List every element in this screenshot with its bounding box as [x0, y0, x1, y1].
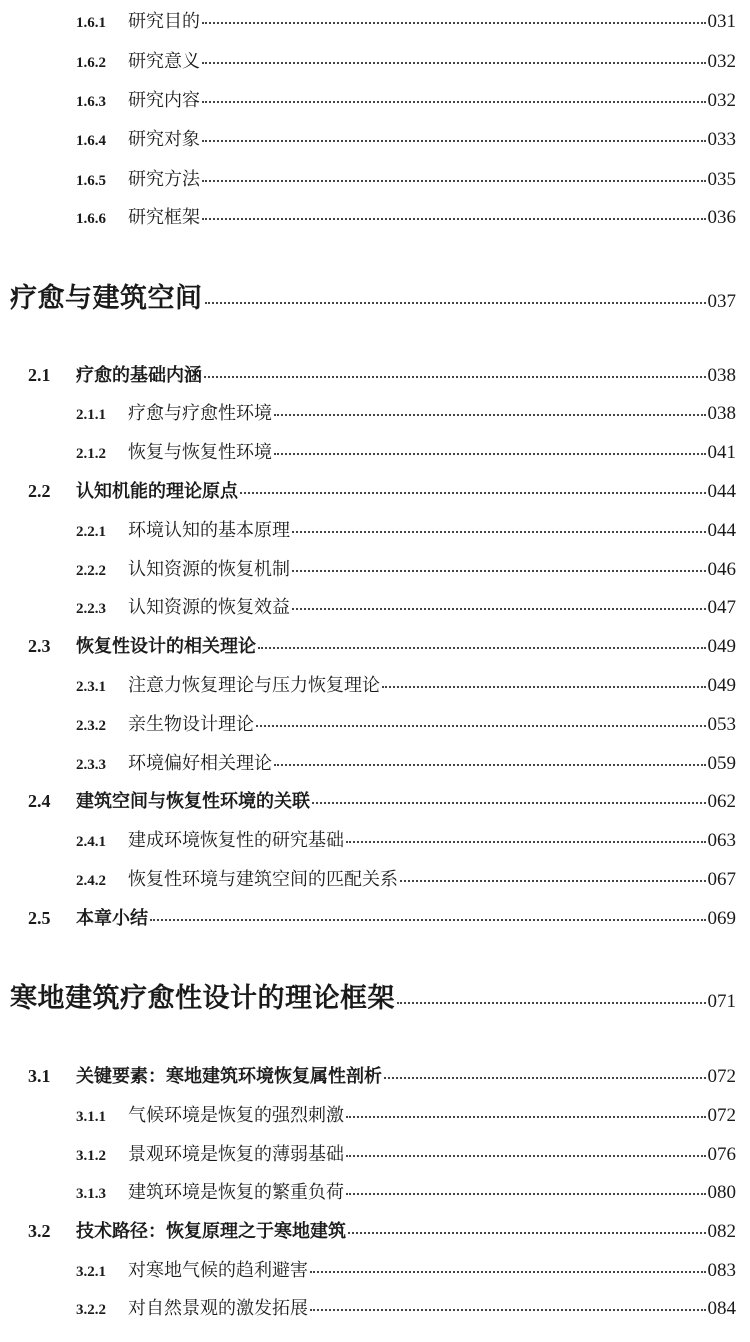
toc-entry[interactable] [0, 637, 750, 656]
dot-leader [150, 919, 706, 921]
dot-leader [274, 414, 706, 416]
toc-entry-number: 1.6.4 [76, 133, 106, 149]
dot-leader [204, 376, 706, 378]
toc-chapter-entry[interactable] [0, 985, 750, 1012]
toc-entry[interactable] [0, 870, 750, 889]
dot-leader [292, 570, 706, 572]
dot-leader [240, 492, 706, 494]
toc-entry[interactable] [0, 1067, 750, 1086]
toc-entry[interactable] [0, 1183, 750, 1202]
toc-entry[interactable] [0, 12, 750, 31]
toc-entry-title: 疗愈与疗愈性环境 [128, 403, 272, 424]
toc-entry-title: 关键要素：寒地建筑环境恢复属性剖析 [76, 1066, 382, 1087]
toc-entry-page-number: 071 [707, 991, 736, 1012]
toc-entry[interactable] [0, 443, 750, 462]
toc-entry-title: 研究对象 [128, 129, 200, 150]
toc-entry-page-number: 062 [707, 791, 736, 812]
toc-entry[interactable] [0, 521, 750, 540]
toc-entry-page-number: 059 [707, 753, 736, 774]
toc-entry-page-number: 033 [707, 129, 736, 150]
toc-entry-page-number: 072 [707, 1105, 736, 1126]
toc-entry-page-number: 049 [707, 675, 736, 696]
toc-entry-title: 认知机能的理论原点 [76, 481, 238, 502]
toc-entry-page-number: 080 [707, 1182, 736, 1203]
toc-entry-number: 2.4.2 [76, 873, 106, 889]
toc-entry-title: 对寒地气候的趋利避害 [128, 1260, 308, 1281]
dot-leader [400, 880, 706, 882]
toc-entry-page-number: 032 [707, 90, 736, 111]
toc-entry[interactable] [0, 831, 750, 850]
toc-entry-title: 建成环境恢复性的研究基础 [128, 830, 344, 851]
toc-entry-page-number: 072 [707, 1066, 736, 1087]
toc-entry-page-number: 067 [707, 869, 736, 890]
toc-entry-title: 环境认知的基本原理 [128, 520, 290, 541]
toc-entry-title: 疗愈的基础内涵 [76, 365, 202, 386]
toc-entry[interactable] [0, 404, 750, 423]
toc-entry-title: 景观环境是恢复的薄弱基础 [128, 1144, 344, 1165]
toc-entry-title: 注意力恢复理论与压力恢复理论 [128, 675, 380, 696]
toc-entry-number: 3.2.1 [76, 1264, 106, 1280]
toc-entry-title: 疗愈与建筑空间 [10, 283, 203, 314]
dot-leader [310, 1309, 706, 1311]
toc-entry[interactable] [0, 1222, 750, 1241]
dot-leader [202, 218, 706, 220]
dot-leader [274, 764, 706, 766]
toc-entry-page-number: 082 [707, 1221, 736, 1242]
dot-leader [202, 62, 706, 64]
dot-leader [310, 1271, 706, 1273]
toc-entry-page-number: 037 [707, 291, 736, 312]
toc-entry[interactable] [0, 1261, 750, 1280]
toc-entry-number: 2.3 [28, 636, 51, 656]
toc-entry-title: 研究内容 [128, 90, 200, 111]
toc-entry-title: 研究框架 [128, 207, 200, 228]
toc-entry-number: 1.6.1 [76, 15, 106, 31]
toc-entry-number: 2.2 [28, 481, 51, 501]
toc-entry-number: 2.1.1 [76, 407, 106, 423]
toc-entry-number: 2.2.2 [76, 563, 106, 579]
toc-entry[interactable] [0, 715, 750, 734]
toc-entry-title: 本章小结 [76, 908, 148, 929]
toc-entry-page-number: 044 [707, 520, 736, 541]
toc-entry-number: 3.2.2 [76, 1302, 106, 1318]
toc-entry-title: 技术路径：恢复原理之于寒地建筑 [76, 1221, 346, 1242]
toc-chapter-entry[interactable] [0, 285, 750, 312]
toc-entry-number: 2.3.2 [76, 718, 106, 734]
toc-entry-page-number: 035 [707, 169, 736, 190]
toc-entry-title: 恢复性设计的相关理论 [76, 636, 256, 657]
toc-entry-page-number: 083 [707, 1260, 736, 1281]
toc-entry-page-number: 084 [707, 1298, 736, 1319]
toc-entry-title: 对自然景观的激发拓展 [128, 1298, 308, 1319]
toc-entry[interactable] [0, 130, 750, 149]
toc-entry-title: 恢复与恢复性环境 [128, 442, 272, 463]
toc-entry-number: 2.2.1 [76, 524, 106, 540]
toc-entry-number: 3.1.1 [76, 1109, 106, 1125]
toc-entry[interactable] [0, 754, 750, 773]
toc-entry-page-number: 038 [707, 403, 736, 424]
toc-entry-title: 认知资源的恢复效益 [128, 597, 290, 618]
toc-entry-page-number: 049 [707, 636, 736, 657]
toc-entry-number: 2.2.3 [76, 601, 106, 617]
toc-entry-page-number: 036 [707, 207, 736, 228]
toc-entry[interactable] [0, 909, 750, 928]
toc-entry-title: 研究方法 [128, 169, 200, 190]
dot-leader [397, 1002, 706, 1004]
dot-leader [202, 140, 706, 142]
toc-entry-number: 2.3.1 [76, 679, 106, 695]
dot-leader [202, 180, 706, 182]
toc-entry-title: 亲生物设计理论 [128, 714, 254, 735]
toc-entry-title: 建筑空间与恢复性环境的关联 [76, 791, 310, 812]
dot-leader [292, 608, 706, 610]
toc-entry-page-number: 063 [707, 830, 736, 851]
dot-leader [256, 725, 706, 727]
dot-leader [346, 841, 706, 843]
toc-entry-number: 2.5 [28, 908, 51, 928]
toc-entry-number: 3.1 [28, 1066, 51, 1086]
toc-entry-title: 恢复性环境与建筑空间的匹配关系 [128, 869, 398, 890]
toc-entry-number: 2.3.3 [76, 757, 106, 773]
dot-leader [348, 1232, 706, 1234]
dot-leader [312, 802, 706, 804]
toc-entry-page-number: 038 [707, 365, 736, 386]
toc-entry-page-number: 041 [707, 442, 736, 463]
toc-entry-number: 3.1.3 [76, 1186, 106, 1202]
toc-entry[interactable] [0, 1145, 750, 1164]
toc-entry-title: 建筑环境是恢复的繁重负荷 [128, 1182, 344, 1203]
dot-leader [346, 1193, 706, 1195]
toc-entry-page-number: 076 [707, 1144, 736, 1165]
toc-entry-number: 1.6.5 [76, 173, 106, 189]
toc-entry-number: 1.6.2 [76, 55, 106, 71]
dot-leader [346, 1116, 706, 1118]
toc-entry-number: 1.6.6 [76, 211, 106, 227]
toc-entry[interactable] [0, 52, 750, 71]
toc-entry-page-number: 046 [707, 559, 736, 580]
toc-entry[interactable] [0, 560, 750, 579]
toc-entry[interactable] [0, 208, 750, 227]
toc-entry-page-number: 053 [707, 714, 736, 735]
toc-entry[interactable] [0, 1106, 750, 1125]
toc-entry-number: 2.1.2 [76, 446, 106, 462]
toc-entry-number: 2.1 [28, 365, 51, 385]
toc-entry-title: 研究意义 [128, 51, 200, 72]
dot-leader [382, 686, 706, 688]
toc-entry[interactable] [0, 170, 750, 189]
dot-leader [258, 647, 706, 649]
toc-entry[interactable] [0, 366, 750, 385]
toc-entry-page-number: 047 [707, 597, 736, 618]
toc-entry-title: 气候环境是恢复的强烈刺激 [128, 1105, 344, 1126]
toc-entry-title: 环境偏好相关理论 [128, 753, 272, 774]
dot-leader [274, 453, 706, 455]
toc-entry-page-number: 044 [707, 481, 736, 502]
toc-entry-number: 3.1.2 [76, 1148, 106, 1164]
toc-entry[interactable] [0, 598, 750, 617]
dot-leader [346, 1155, 706, 1157]
toc-entry-title: 认知资源的恢复机制 [128, 559, 290, 580]
toc-entry[interactable] [0, 91, 750, 110]
dot-leader [202, 101, 706, 103]
toc-entry-title: 寒地建筑疗愈性设计的理论框架 [10, 983, 395, 1014]
toc-entry[interactable] [0, 482, 750, 501]
toc-entry-page-number: 031 [707, 11, 736, 32]
toc-entry[interactable] [0, 676, 750, 695]
toc-entry[interactable] [0, 1299, 750, 1318]
toc-entry-number: 3.2 [28, 1221, 51, 1241]
toc-entry-number: 1.6.3 [76, 94, 106, 110]
dot-leader [205, 302, 706, 304]
toc-entry-page-number: 069 [707, 908, 736, 929]
toc-entry[interactable] [0, 792, 750, 811]
toc-entry-number: 2.4.1 [76, 834, 106, 850]
toc-entry-title: 研究目的 [128, 11, 200, 32]
toc-entry-page-number: 032 [707, 51, 736, 72]
toc-entry-number: 2.4 [28, 791, 51, 811]
dot-leader [292, 531, 706, 533]
dot-leader [384, 1077, 706, 1079]
dot-leader [202, 22, 706, 24]
